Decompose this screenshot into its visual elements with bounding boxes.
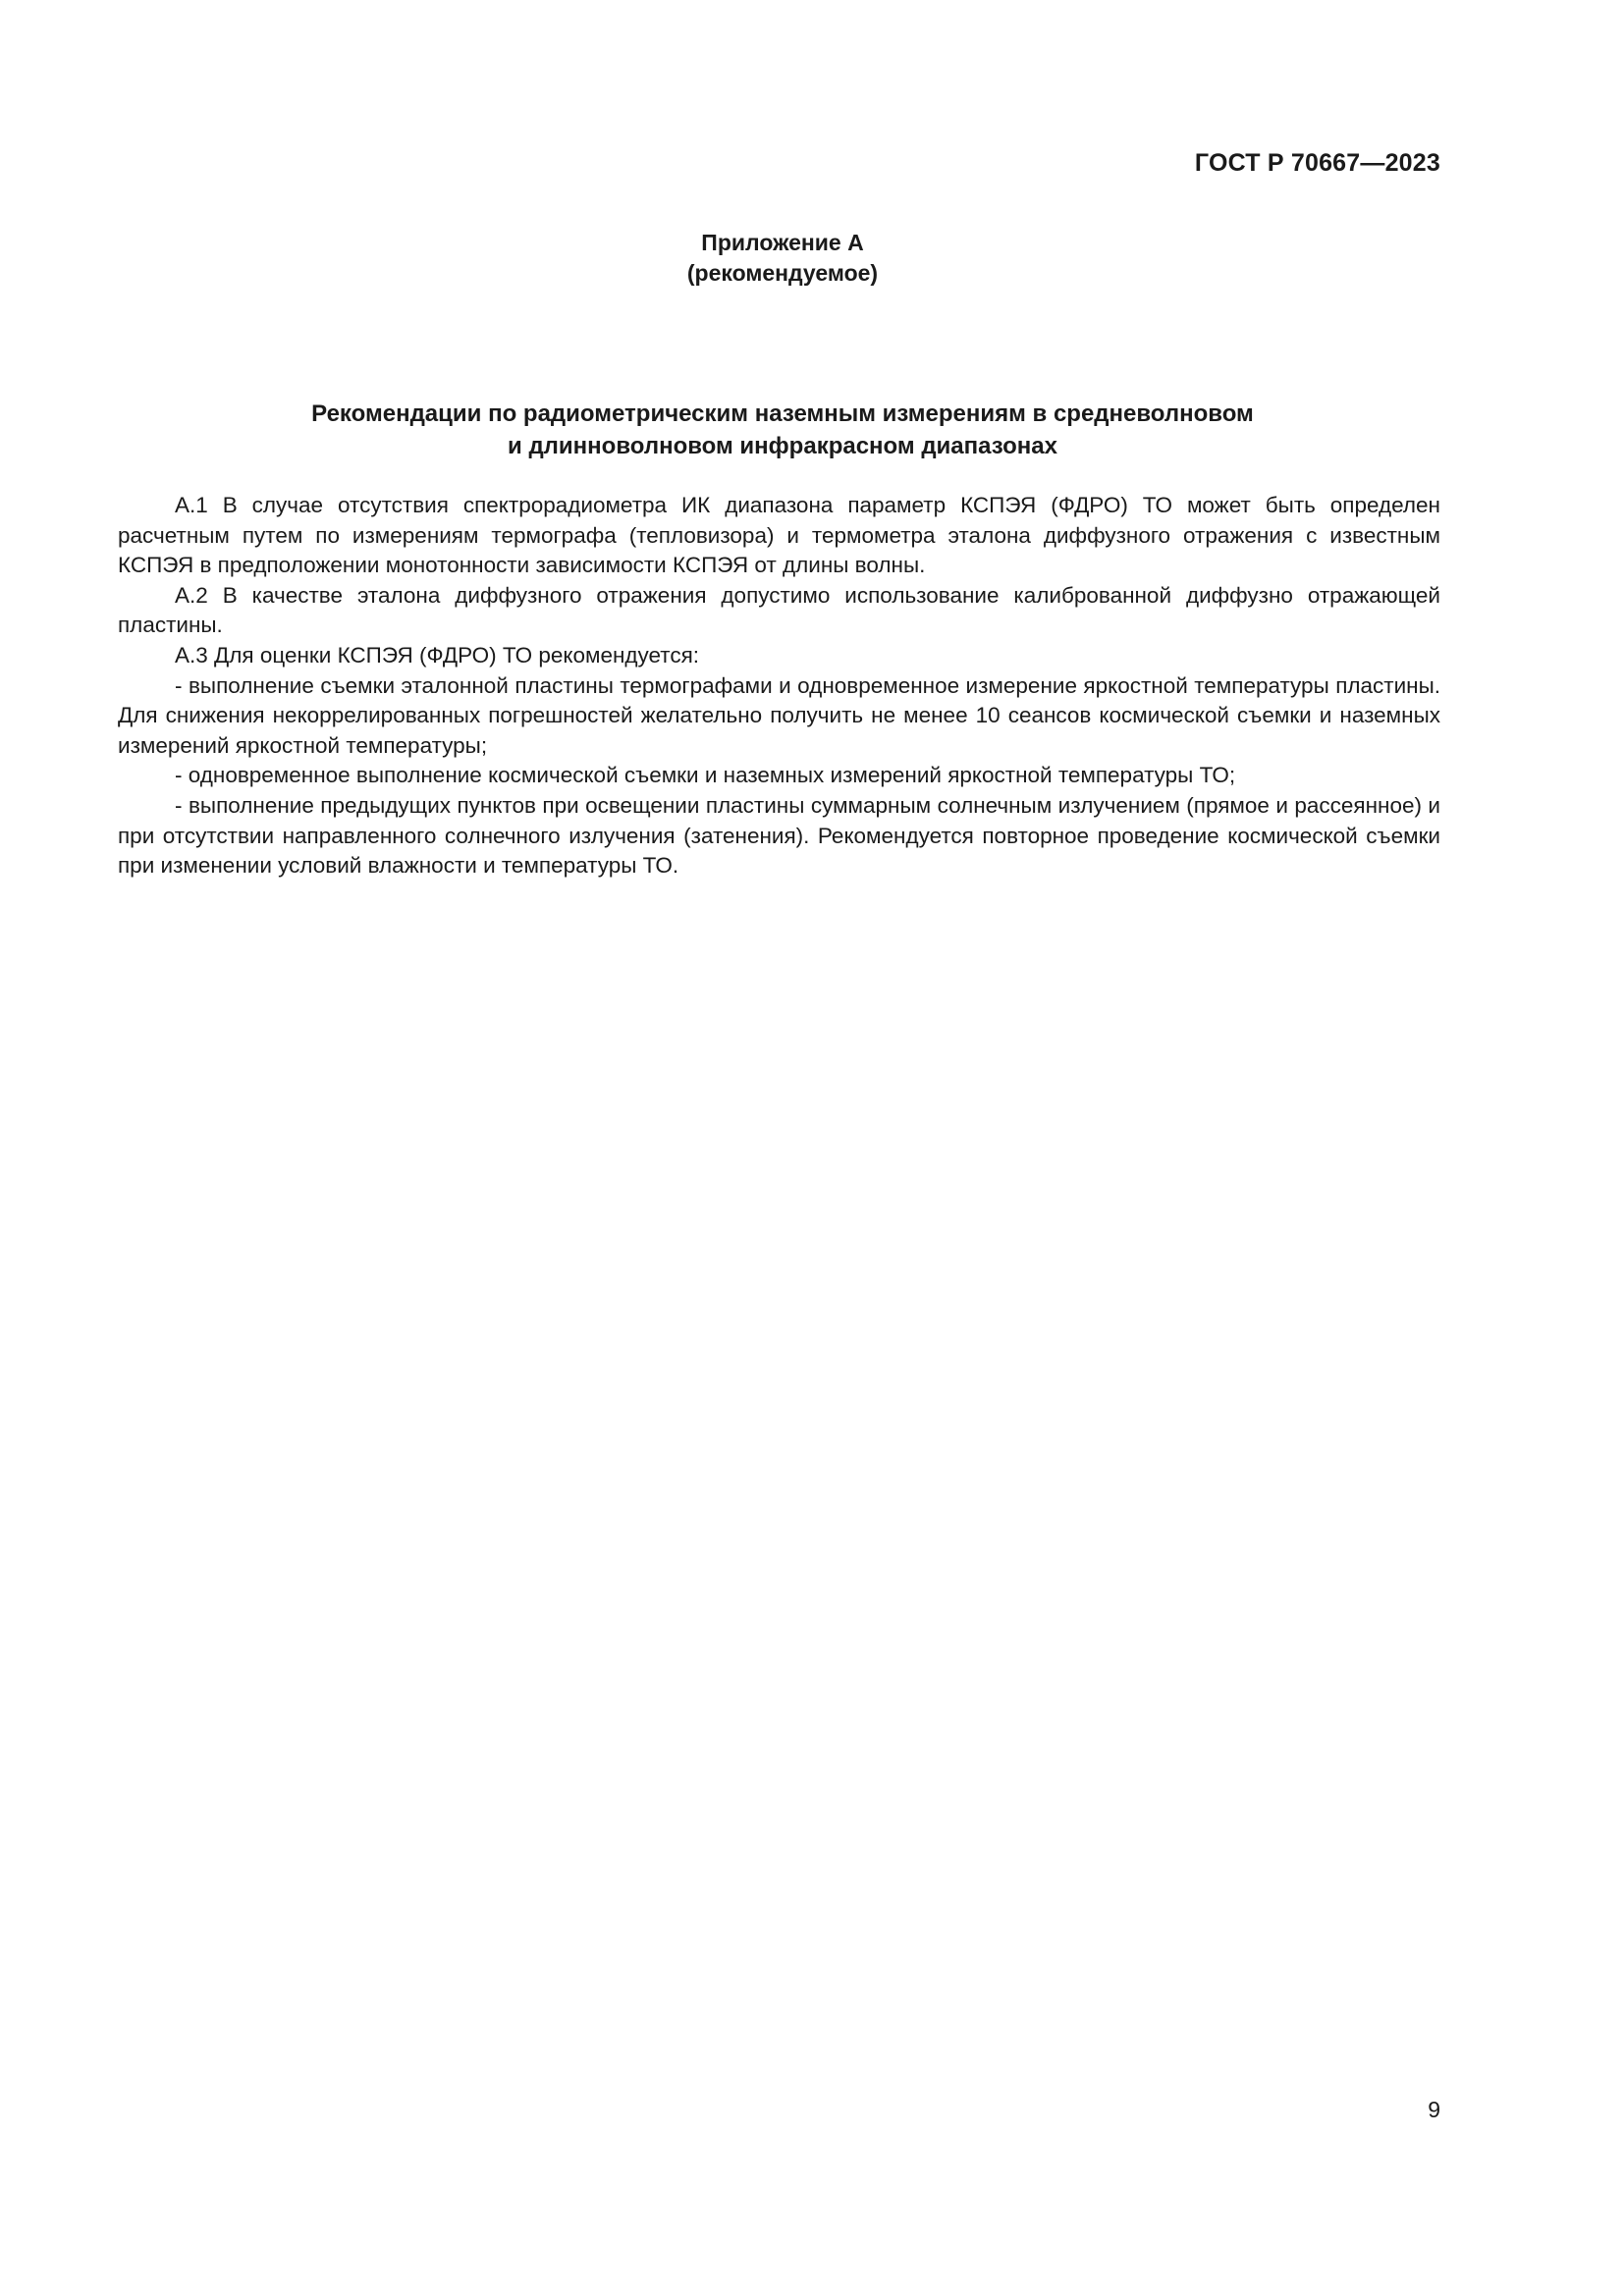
paragraph-a1: А.1 В случае отсутствия спектрорадиометра ИК диапазона параметр КСПЭЯ (ФДРО) ТО может быть определен расчетным путем по измерениям термографа (тепловизора) и термометра эталона диффузного отражения с известным КСПЭЯ в предположении монотонности зависимости КСПЭЯ от длины волны. xyxy=(118,493,1440,578)
paragraph-a2: А.2 В качестве эталона диффузного отражения допустимо использование калиброванной диффузно отражающей пластины. xyxy=(118,582,1440,638)
list-item: - одновременное выполнение космической съемки и наземных измерений яркостной температуры ТО; xyxy=(175,763,1236,788)
list-item: - выполнение предыдущих пунктов при освещении пластины суммарным солнечным излучением (прямое и рассеянное) и при отсутствии направленного солнечного излучения (затенения). Рекомендуется повторное проведение космической съемки при изменении условий влажности и температуры ТО. xyxy=(118,792,1440,879)
annex-title: Приложение А xyxy=(701,230,864,255)
list-item: - выполнение съемки эталонной пластины термографами и одновременное измерение яркостной температуры пластины. Для снижения некоррелированных погрешностей желательно получить не менее 10 сеансов космической съемки и наземных измерений яркостной температуры; xyxy=(118,672,1440,758)
body-text xyxy=(118,491,1440,881)
document-code: ГОСТ Р 70667—2023 xyxy=(1194,149,1440,177)
annex-heading xyxy=(0,228,1565,289)
section-title xyxy=(0,398,1565,462)
section-title-line-2: и длинноволновом инфракрасном диапазонах xyxy=(508,433,1057,459)
page-number: 9 xyxy=(1428,2097,1440,2122)
section-title-line-1: Рекомендации по радиометрическим наземным измерениям в средневолновом xyxy=(311,400,1254,427)
paragraph-a3: А.3 Для оценки КСПЭЯ (ФДРО) ТО рекомендуется: xyxy=(175,642,700,667)
annex-status: (рекомендуемое) xyxy=(686,260,879,286)
